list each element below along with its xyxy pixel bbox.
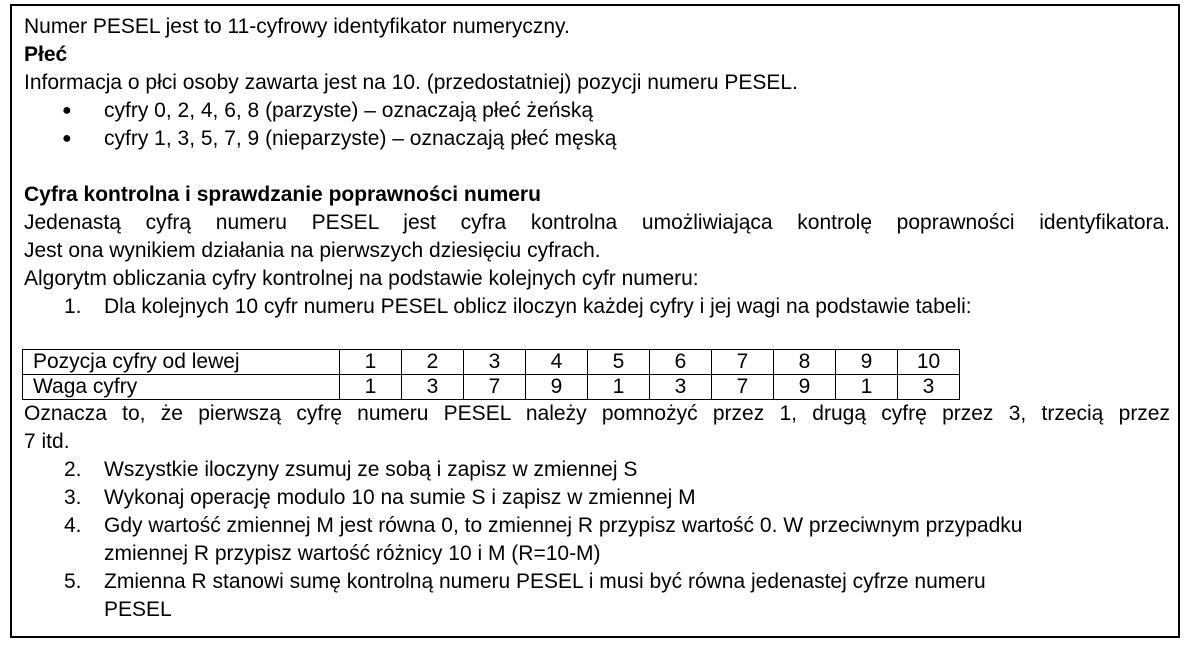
table-cell: 10	[898, 350, 960, 375]
table-cell: 3	[402, 375, 464, 400]
algorithm-step	[24, 456, 1174, 484]
table-cell: 9	[526, 375, 588, 400]
step-text: Wszystkie iloczyny zsumuj ze sobą i zapisz w zmiennej S	[104, 458, 638, 481]
table-cell: 2	[402, 350, 464, 375]
table-cell: 1	[340, 375, 402, 400]
algorithm-step	[24, 512, 1174, 568]
check-heading: Cyfra kontrolna i sprawdzanie poprawności numeru	[24, 183, 541, 206]
algorithm-step	[24, 568, 1174, 624]
table-cell: 7	[712, 375, 774, 400]
table-row-label: Pozycja cyfry od lewej	[23, 350, 340, 375]
table-cell: 1	[588, 375, 650, 400]
step-number: 1.	[64, 295, 82, 318]
bullet-dot-icon: ●	[62, 130, 72, 147]
sex-heading: Płeć	[24, 43, 68, 66]
bullet-text: cyfry 1, 3, 5, 7, 9 (nieparzyste) – oznaczają płeć męską	[104, 127, 617, 150]
explanation-line2: 7 itd.	[24, 430, 70, 453]
document-content	[24, 13, 1174, 624]
table-cell: 9	[774, 375, 836, 400]
blank-line	[24, 153, 1174, 181]
intro-text: Numer PESEL jest to 11-cyfrowy identyfikator numeryczny.	[24, 15, 570, 38]
table-cell: 1	[836, 375, 898, 400]
weights-table	[22, 349, 960, 400]
bullet-dot-icon: ●	[62, 102, 72, 119]
document-frame	[10, 4, 1180, 638]
table-cell: 3	[898, 375, 960, 400]
table-row-positions	[23, 350, 960, 375]
blank-line	[24, 321, 1174, 349]
step-number: 3.	[64, 486, 82, 509]
table-cell: 9	[836, 350, 898, 375]
step-number: 5.	[64, 570, 82, 593]
explanation-line1: Oznacza to, że pierwszą cyfrę numeru PESEL należy pomnożyć przez 1, drugą cyfrę przez 3, trzecią przez	[24, 402, 1170, 425]
table-cell: 5	[588, 350, 650, 375]
check-paragraph-line1: Jedenastą cyfrą numeru PESEL jest cyfra kontrolna umożliwiająca kontrolę poprawności identyfikatora.	[24, 211, 1170, 234]
table-row-label: Waga cyfry	[23, 375, 340, 400]
table-cell: 4	[526, 350, 588, 375]
step-number: 4.	[64, 514, 82, 537]
check-paragraph-line2: Jest ona wynikiem działania na pierwszych dziesięciu cyfrach.	[24, 239, 601, 262]
step-text-line2: zmiennej R przypisz wartość różnicy 10 i M (R=10-M)	[104, 542, 601, 565]
table-cell: 1	[340, 350, 402, 375]
table-cell: 3	[650, 375, 712, 400]
step-text: Dla kolejnych 10 cyfr numeru PESEL oblicz iloczyn każdej cyfry i jej wagi na podstawie tabeli:	[104, 295, 972, 318]
bullet-item	[24, 97, 1174, 125]
table-row-weights	[23, 375, 960, 400]
bullet-item	[24, 125, 1174, 153]
table-cell: 6	[650, 350, 712, 375]
table-cell: 7	[712, 350, 774, 375]
step-text-line2: PESEL	[104, 598, 172, 621]
step-text-line1: Gdy wartość zmiennej M jest równa 0, to zmiennej R przypisz wartość 0. W przeciwnym przypadku	[104, 514, 1023, 537]
table-cell: 8	[774, 350, 836, 375]
step-text: Wykonaj operację modulo 10 na sumie S i zapisz w zmiennej M	[104, 486, 696, 509]
step-number: 2.	[64, 458, 82, 481]
sex-description: Informacja o płci osoby zawarta jest na 10. (przedostatniej) pozycji numeru PESEL.	[24, 71, 798, 94]
table-cell: 3	[464, 350, 526, 375]
algorithm-step	[24, 293, 1174, 321]
bullet-text: cyfry 0, 2, 4, 6, 8 (parzyste) – oznaczają płeć żeńską	[104, 99, 594, 122]
algorithm-step	[24, 484, 1174, 512]
algorithm-intro: Algorytm obliczania cyfry kontrolnej na podstawie kolejnych cyfr numeru:	[24, 267, 699, 290]
step-text-line1: Zmienna R stanowi sumę kontrolną numeru PESEL i musi być równa jedenastej cyfrze numeru	[104, 570, 986, 593]
table-cell: 7	[464, 375, 526, 400]
